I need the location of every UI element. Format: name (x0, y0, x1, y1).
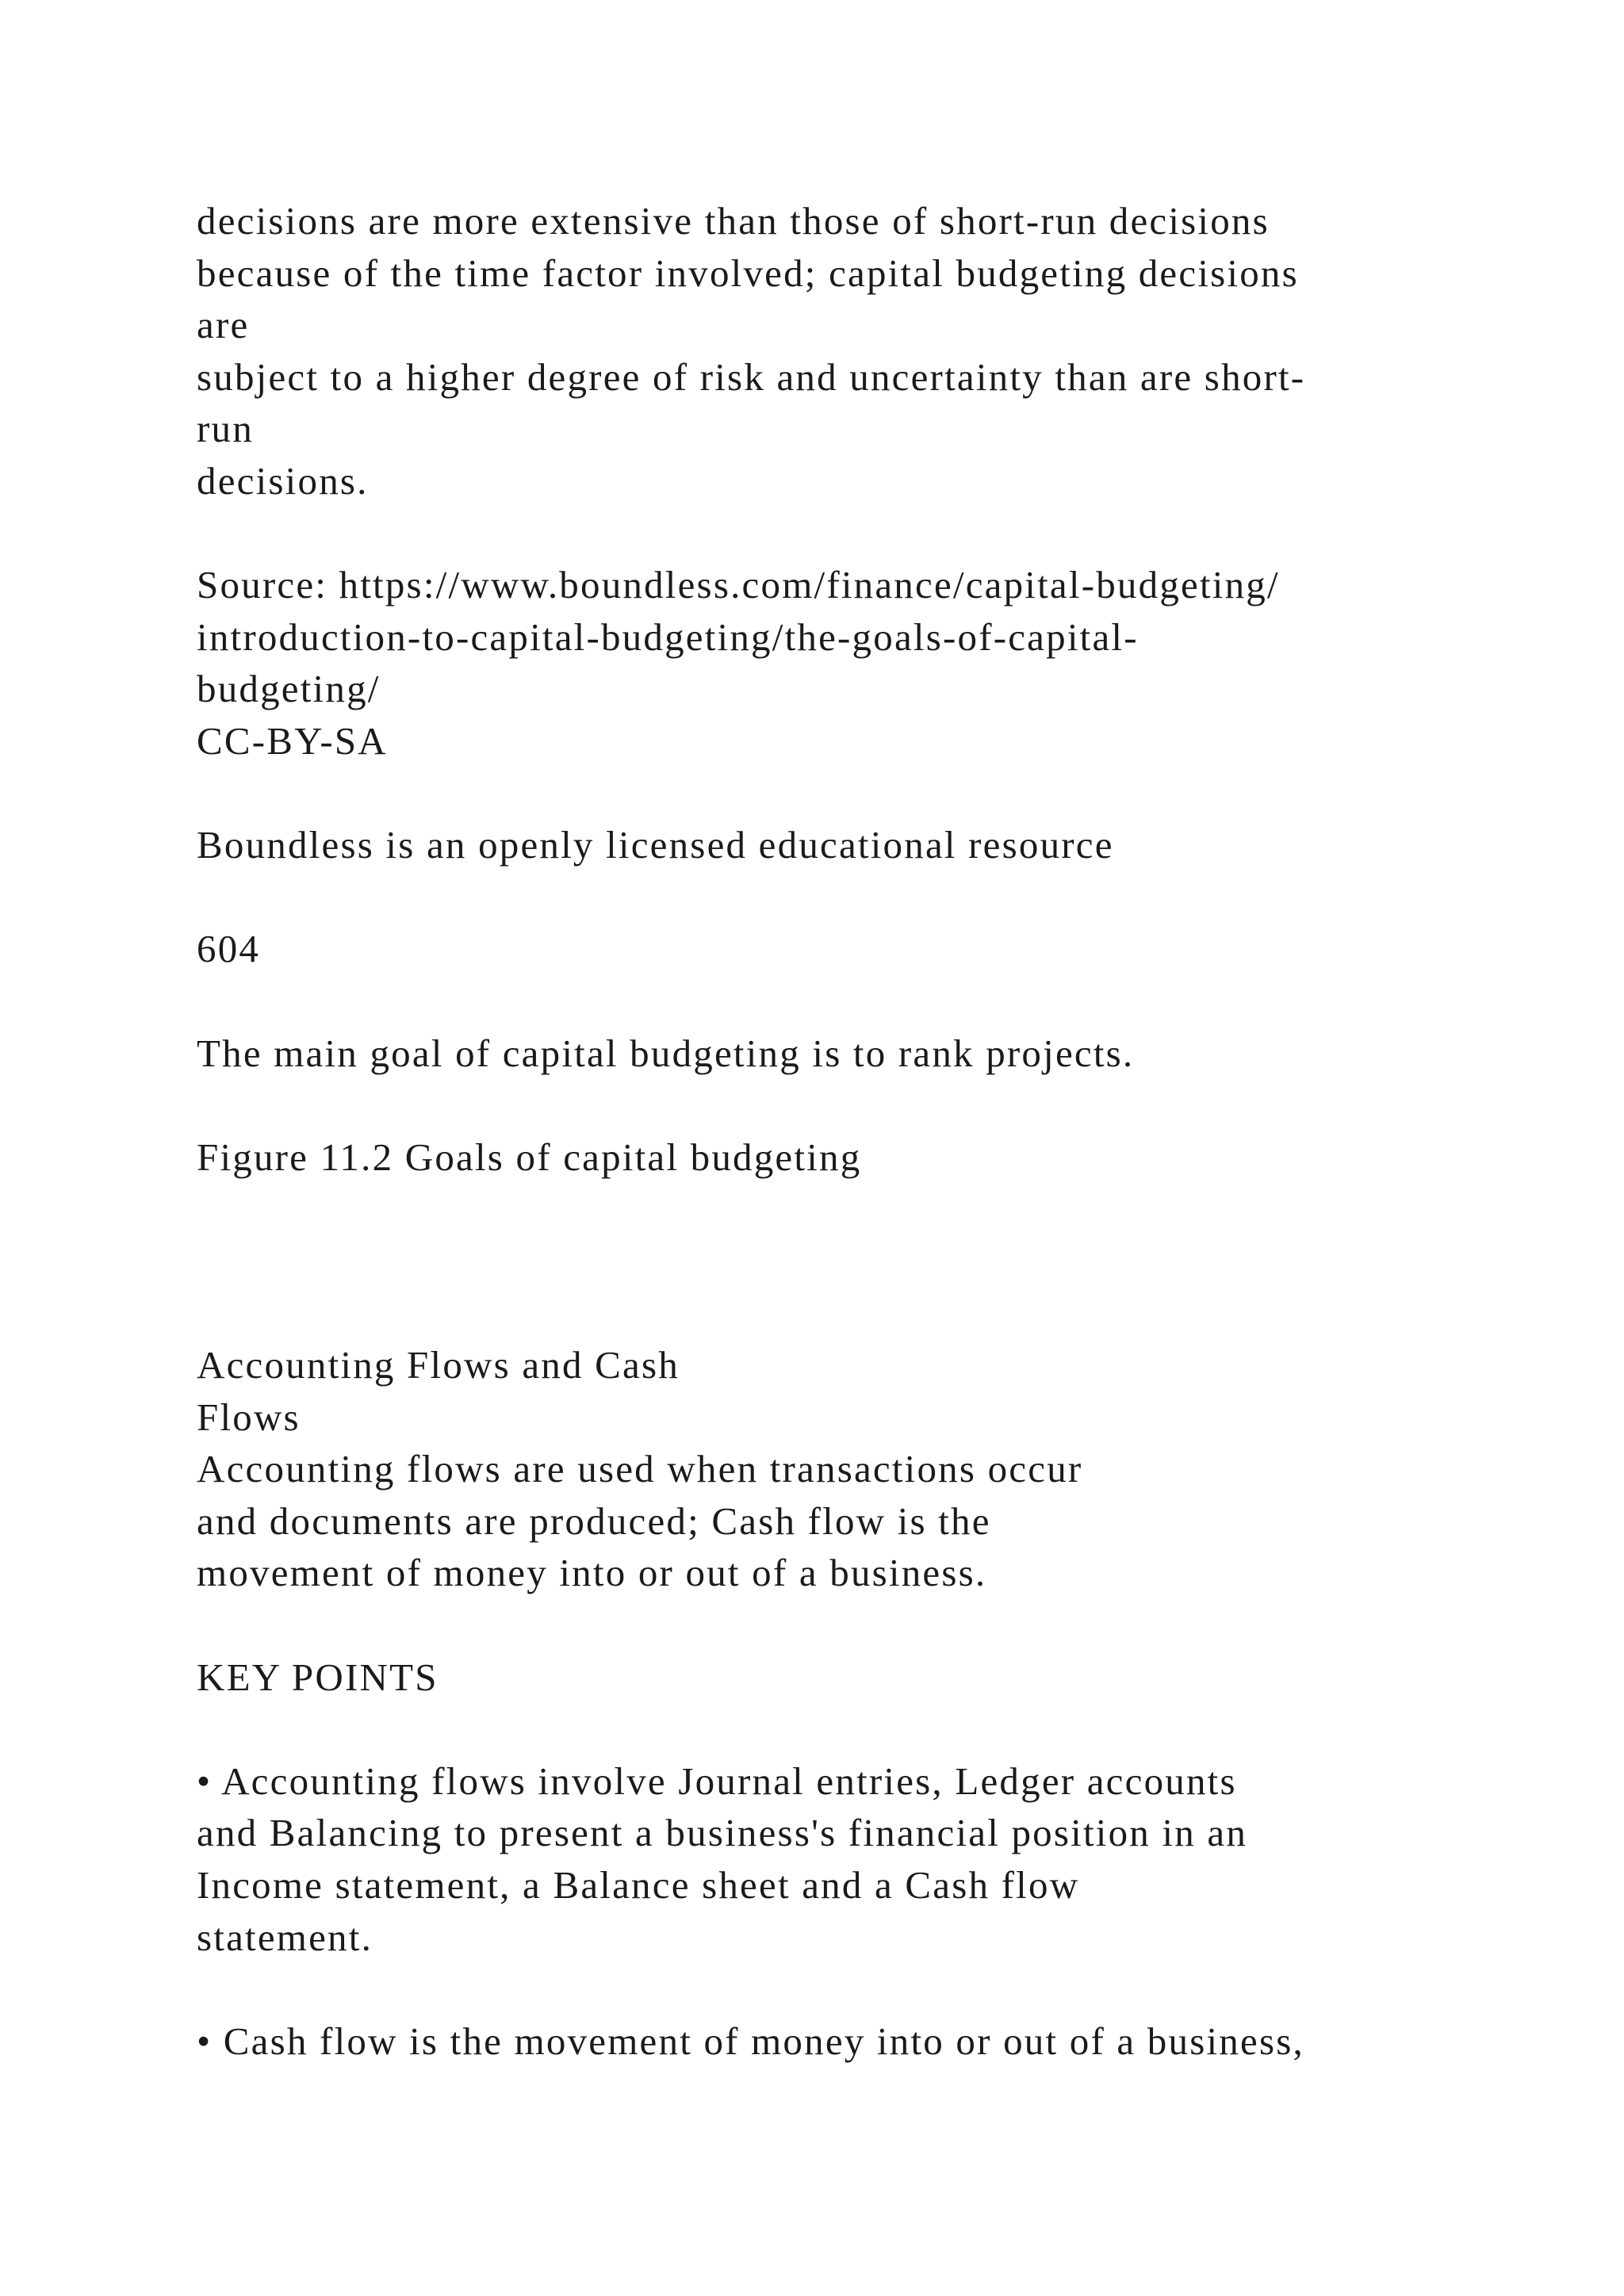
bullet-line: • Cash flow is the movement of money into or out of a business, (197, 2019, 1304, 2063)
section-accounting-flows (197, 1339, 1497, 1599)
text-line: decisions. (197, 458, 369, 503)
section-title-line: Accounting Flows and Cash (197, 1343, 680, 1387)
page-number: 604 (197, 927, 261, 971)
figure-caption: Figure 11.2 Goals of capital budgeting (197, 1135, 862, 1179)
text-line: decisions are more extensive than those of short-run decisions (197, 199, 1270, 243)
section-title-line: Flows (197, 1395, 301, 1439)
text-line: subject to a higher degree of risk and uncertainty than are short- (197, 354, 1306, 399)
text-line: because of the time factor involved; capital budgeting decisions (197, 251, 1299, 295)
intro-paragraph (197, 195, 1497, 507)
document-page (197, 195, 1497, 2067)
main-goal-sentence: The main goal of capital budgeting is to rank projects. (197, 1031, 1135, 1075)
text-line: run (197, 407, 254, 451)
source-line: introduction-to-capital-budgeting/the-goals-of-capital- (197, 614, 1139, 659)
bullet-line: and Balancing to present a business's financial position in an (197, 1811, 1248, 1855)
source-citation (197, 559, 1497, 767)
bullet-line: statement. (197, 1915, 373, 1959)
boundless-note: Boundless is an openly licensed educational resource (197, 823, 1114, 867)
bullet-line: • Accounting flows involve Journal entries, Ledger accounts (197, 1758, 1237, 1803)
source-line: budgeting/ (197, 667, 381, 711)
bullet-point-1 (197, 1755, 1497, 1963)
bullet-point-2 (197, 2015, 1497, 2068)
bullet-line: Income statement, a Balance sheet and a Cash flow (197, 1863, 1080, 1908)
text-line: are (197, 303, 250, 347)
key-points-heading: KEY POINTS (197, 1655, 439, 1699)
license-line: CC-BY-SA (197, 718, 388, 763)
section-summary-line: and documents are produced; Cash flow is the (197, 1498, 991, 1543)
source-line: Source: https://www.boundless.com/finance/capital-budgeting/ (197, 563, 1280, 607)
section-summary-line: movement of money into or out of a business. (197, 1551, 987, 1595)
section-summary-line: Accounting flows are used when transactions occur (197, 1447, 1083, 1491)
